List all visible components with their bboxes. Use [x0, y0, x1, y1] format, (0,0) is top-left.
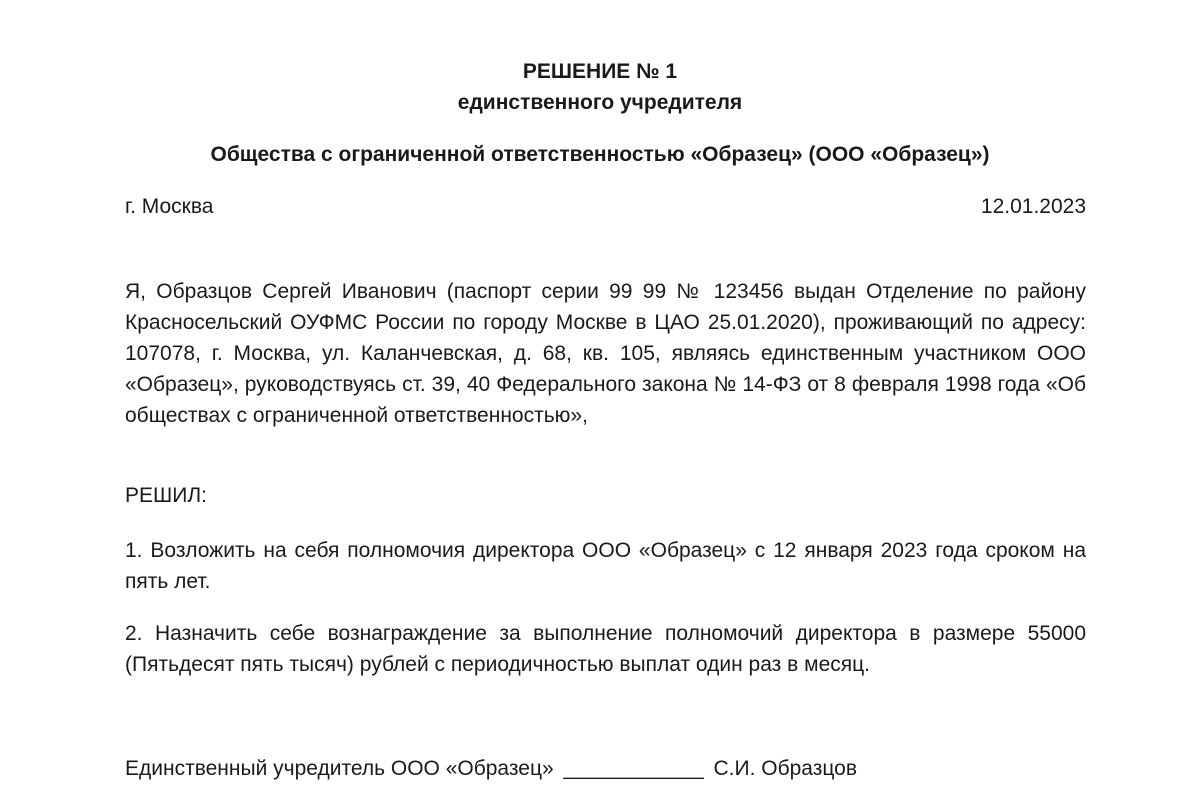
decision-item: 2. Назначить себе вознаграждение за выполнение полномочий директора в размере 55000 (Пятьдесят пять тысяч) рублей с периодичностью выплат один раз в месяц.	[125, 622, 1086, 676]
signature-line	[125, 754, 1125, 784]
document-date: 12.01.2023	[980, 195, 1086, 218]
document-place: г. Москва	[125, 195, 214, 218]
signatory-name: С.И. Образцов	[713, 757, 858, 780]
signature-blank: ____________	[563, 757, 704, 780]
resolved-label: РЕШИЛ:	[125, 484, 207, 507]
decision-item: 1. Возложить на себя полномочия директора ООО «Образец» с 12 января 2023 года сроком на пять лет.	[125, 539, 1086, 593]
document-title: РЕШЕНИЕ № 1	[522, 60, 678, 83]
preamble-paragraph: Я, Образцов Сергей Иванович (паспорт серии 99 99 № 123456 выдан Отделение по району Красносельский ОУФМС России по городу Москве в ЦАО 25.01.2020), проживающий по адресу: 107078, г. Москва, ул. Каланчевская, д. 68, кв. 105, являясь единственным участником ООО «Образец», руководствуясь ст. 39, 40 Федерального закона № 14-ФЗ от 8 февраля 1998 года «Об обществах с ограниченной ответственностью»,	[125, 280, 1086, 427]
company-name: Общества с ограниченной ответственностью «Образец» (ООО «Образец»)	[210, 143, 990, 166]
place-date-row	[125, 192, 1086, 222]
signature-role: Единственный учредитель ООО «Образец»	[125, 757, 554, 780]
document-subtitle: единственного учредителя	[457, 91, 743, 114]
